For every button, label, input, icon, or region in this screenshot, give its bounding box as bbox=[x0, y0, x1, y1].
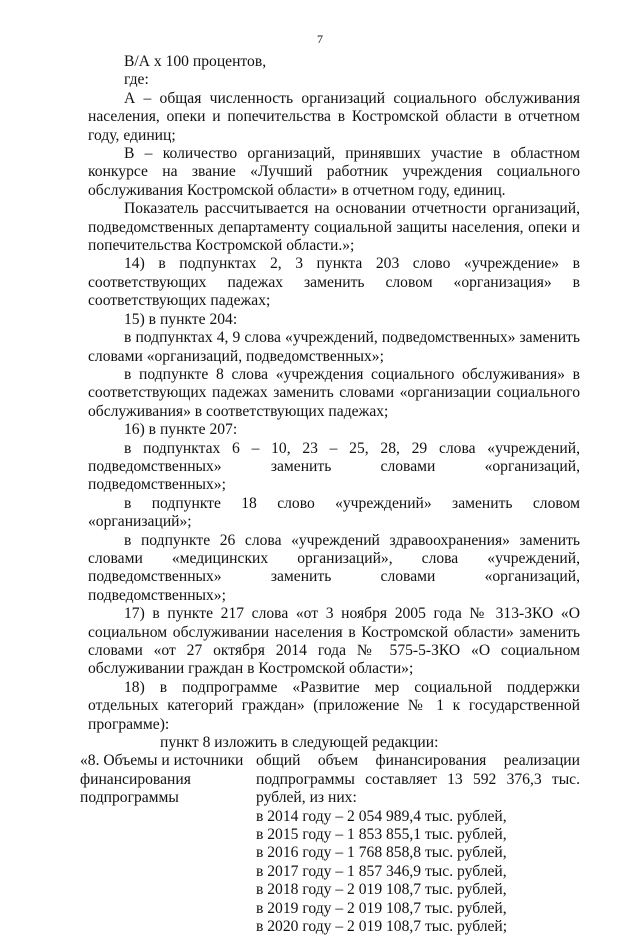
funding-year-2020: в 2020 году – 2 019 108,7 тыс. рублей; bbox=[256, 918, 508, 936]
paragraph-item-16-b: в подпункте 18 слово «учреждений» заменить словом «организаций»; bbox=[88, 494, 580, 531]
paragraph-item-14: 14) в подпунктах 2, 3 пункта 203 слово «учреждение» в соответствующих падежах заменить словом «организация» в соответствующих падежах; bbox=[88, 255, 580, 310]
paragraph-item-17: 17) в пункте 217 слова «от 3 ноября 2005 года № 313-ЗКО «О социальном обслуживании населения в Костромской области» заменить словами «от 27 октября 2014 года № 575-5-ЗКО «О социальном обслуживании граждан в Костромской области»; bbox=[88, 605, 580, 678]
paragraph-item-18-a: пункт 8 изложить в следующей редакции: bbox=[160, 734, 439, 752]
paragraph-definition-b: В – количество организаций, принявших участие в областном конкурсе на звание «Лучший работник учреждения социального обслуживания Костромской области» в отчетном году, единиц. bbox=[88, 145, 580, 199]
paragraph-indicator-basis: Показатель рассчитывается на основании отчетности организаций, подведомственных департаменту социальной защиты населения, опеки и попечительства Костромской области.»; bbox=[88, 200, 580, 255]
paragraph-item-16-a: в подпунктах 6 – 10, 23 – 25, 28, 29 слова «учреждений, подведомственных» заменить словами «организаций, подведомственных»; bbox=[88, 439, 580, 494]
paragraph-item-15-a: в подпунктах 4, 9 слова «учреждений, подведомственных» заменить словами «организаций, подведомственных»; bbox=[88, 329, 580, 365]
paragraph-item-15-b: в подпункте 8 слова «учреждения социального обслуживания» в соответствующих падежах заменить словами «организации социального обслуживания» в соответствующих падежах; bbox=[88, 365, 580, 420]
funding-table-row bbox=[80, 752, 580, 936]
funding-intro: общий объем финансирования реализации подпрограммы составляет 13 592 376,3 тыс. рублей, из них: bbox=[256, 752, 580, 807]
page-number: 7 bbox=[317, 32, 323, 46]
funding-table-content bbox=[256, 752, 580, 936]
paragraph-item-16-c: в подпункте 26 слова «учреждений здравоохранения» заменить словами «медицинских организаций», слова «учреждений, подведомственных» заменить словами «организаций, подведомственных»; bbox=[88, 531, 580, 604]
funding-year-2019: в 2019 году – 2 019 108,7 тыс. рублей, bbox=[256, 899, 507, 917]
funding-year-2018: в 2018 году – 2 019 108,7 тыс. рублей, bbox=[256, 881, 507, 899]
funding-table-label: «8. Объемы и источники финансирования подпрограммы bbox=[80, 752, 244, 807]
funding-year-2015: в 2015 году – 1 853 855,1 тыс. рублей, bbox=[256, 826, 507, 844]
document-body bbox=[80, 53, 580, 937]
funding-year-2017: в 2017 году – 1 857 346,9 тыс. рублей, bbox=[256, 862, 507, 880]
paragraph-item-18: 18) в подпрограмме «Развитие мер социальной поддержки отдельных категорий граждан» (приложение № 1 к государственной программе): bbox=[88, 678, 580, 733]
paragraph-item-15: 15) в пункте 204: bbox=[124, 310, 238, 328]
paragraph-definition-a: А – общая численность организаций социального обслуживания населения, опеки и попечительства в Костромской области в отчетном году, единиц; bbox=[88, 89, 580, 144]
paragraph-formula: В/А х 100 процентов, bbox=[124, 53, 267, 70]
paragraph-where: где: bbox=[124, 71, 149, 89]
funding-year-2016: в 2016 году – 1 768 858,8 тыс. рублей, bbox=[256, 844, 507, 862]
paragraph-item-16: 16) в пункте 207: bbox=[124, 421, 238, 439]
funding-year-2014: в 2014 году – 2 054 989,4 тыс. рублей, bbox=[256, 807, 507, 825]
